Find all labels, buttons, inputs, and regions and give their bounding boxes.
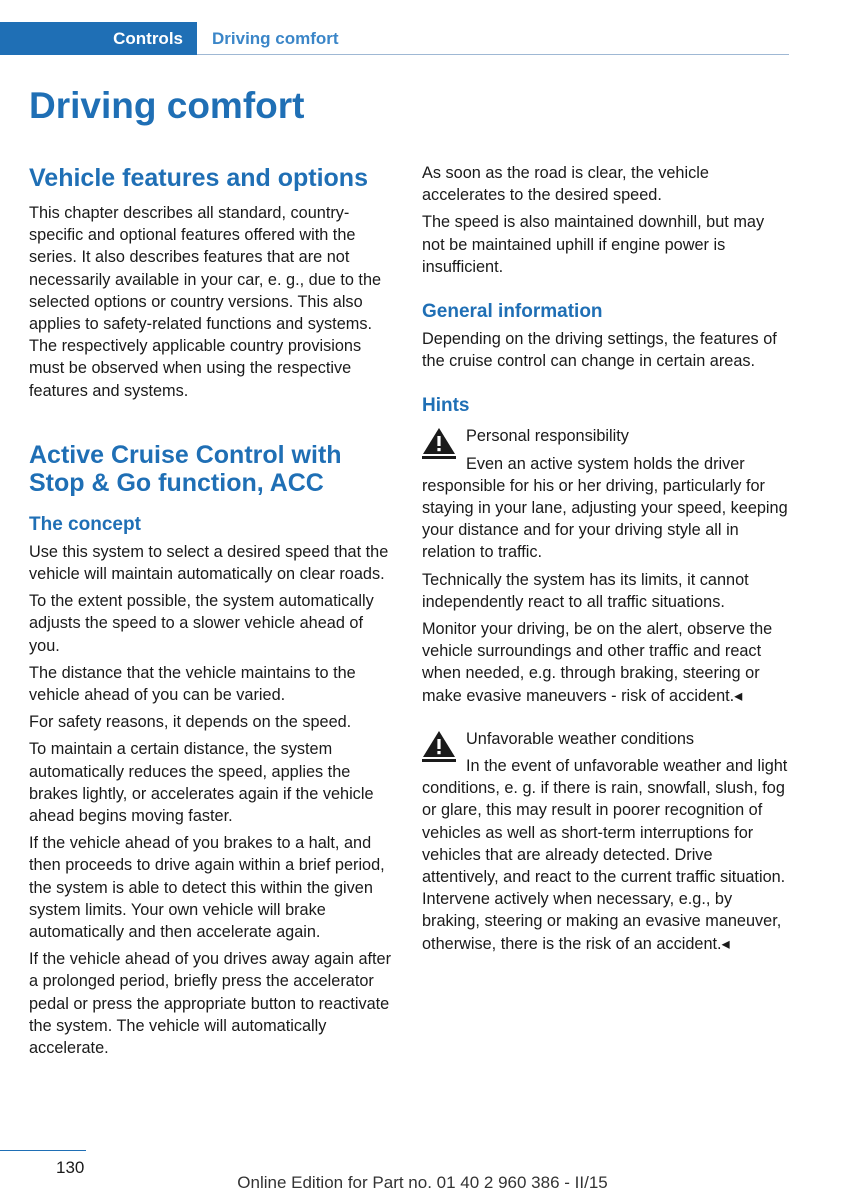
warning-unfavorable-weather bbox=[422, 728, 788, 955]
warning-triangle-icon bbox=[422, 730, 456, 762]
header-section-label: Driving comfort bbox=[212, 28, 339, 48]
warning-personal-responsibility bbox=[422, 425, 788, 563]
heading-concept: The concept bbox=[29, 513, 141, 535]
heading-hints: Hints bbox=[422, 395, 470, 417]
paragraph-concept-6: If the vehicle ahead of you brakes to a halt, and then proceeds to drive again within a brief period, the system is able to detect this within the given system limits. Your own vehicle will brake automatically and then accelerate again. bbox=[29, 834, 385, 942]
paragraph-concept-3: The distance that the vehicle maintains to the vehicle ahead of you can be varied. bbox=[29, 663, 356, 705]
footer-divider bbox=[0, 1150, 86, 1151]
page-title: Driving comfort bbox=[29, 85, 305, 126]
heading-general-information: General information bbox=[422, 301, 603, 323]
warning-title-unfavorable-weather: Unfavorable weather conditions bbox=[466, 729, 695, 748]
header-chapter-tab bbox=[0, 22, 197, 55]
header-chapter-label: Controls bbox=[113, 28, 183, 48]
paragraph-downhill: The speed is also maintained downhill, but may not be maintained uphill if engine power is insufficient. bbox=[422, 213, 765, 276]
paragraph-accelerates: As soon as the road is clear, the vehicle accelerates to the desired speed. bbox=[422, 164, 709, 205]
header-divider bbox=[197, 54, 789, 55]
paragraph-vehicle-features: This chapter describes all standard, country-specific and optional features offered with the series. It also describes features that are not necessarily available in your car, e. g., due to the selected options or country versions. This also applies to safety-related functions and systems. The respectively applicable country provisions must be observed when using the respective features and systems. bbox=[29, 204, 382, 400]
paragraph-concept-4: For safety reasons, it depends on the speed. bbox=[29, 713, 352, 732]
paragraph-concept-5: To maintain a certain distance, the system automatically reduces the speed, applies the brakes lightly, or accelerates again if the vehicle ahead begins moving faster. bbox=[29, 740, 374, 826]
warning-text-personal-responsibility: Even an active system holds the driver responsible for his or her driving, particularly for staying in your lane, adjusting your speed, keeping your distance and for your driving style all in relation to traffic. bbox=[422, 454, 788, 562]
edition-note: Online Edition for Part no. 01 40 2 960 386 - II/15 bbox=[237, 1173, 608, 1192]
warning-triangle-icon bbox=[422, 427, 456, 459]
warning-text-unfavorable-weather: In the event of unfavorable weather and light conditions, e. g. if there is rain, snowfall, slush, fog or glare, this may result in poorer recognition of vehicles as well as short-term interruptions for vehicles that are already detected. Drive attentively, and react to the current traffic situation. Intervene actively when necessary, e.g., by braking, steering or making an evasive maneuver, otherwise, there is the risk of an accident.◂ bbox=[422, 757, 788, 953]
warning-title-personal-responsibility: Personal responsibility bbox=[466, 427, 629, 446]
page-number: 130 bbox=[56, 1158, 85, 1177]
heading-vehicle-features: Vehicle features and options bbox=[29, 164, 368, 192]
left-column bbox=[29, 162, 395, 1064]
paragraph-concept-2: To the extent possible, the system automatically adjusts the speed to a slower vehicle ahead of you. bbox=[29, 592, 374, 655]
paragraph-general-information: Depending on the driving settings, the features of the cruise control can change in certain areas. bbox=[422, 330, 777, 371]
heading-acc: Active Cruise Control with Stop & Go function, ACC bbox=[29, 440, 342, 497]
paragraph-system-limits: Technically the system has its limits, it cannot independently react to all traffic situations. bbox=[422, 570, 749, 611]
paragraph-monitor-driving: Monitor your driving, be on the alert, observe the vehicle surroundings and other traffic and react when needed, e.g. through braking, steering or make evasive maneuvers - risk of accident.◂ bbox=[422, 620, 773, 705]
right-column bbox=[422, 162, 788, 955]
paragraph-concept-7: If the vehicle ahead of you drives away again after a prolonged period, briefly press the accelerator pedal or press the appropriate button to reactivate the system. The vehicle will automatically accelerate. bbox=[29, 950, 392, 1058]
paragraph-concept-1: Use this system to select a desired speed that the vehicle will maintain automatically on clear roads. bbox=[29, 542, 389, 584]
